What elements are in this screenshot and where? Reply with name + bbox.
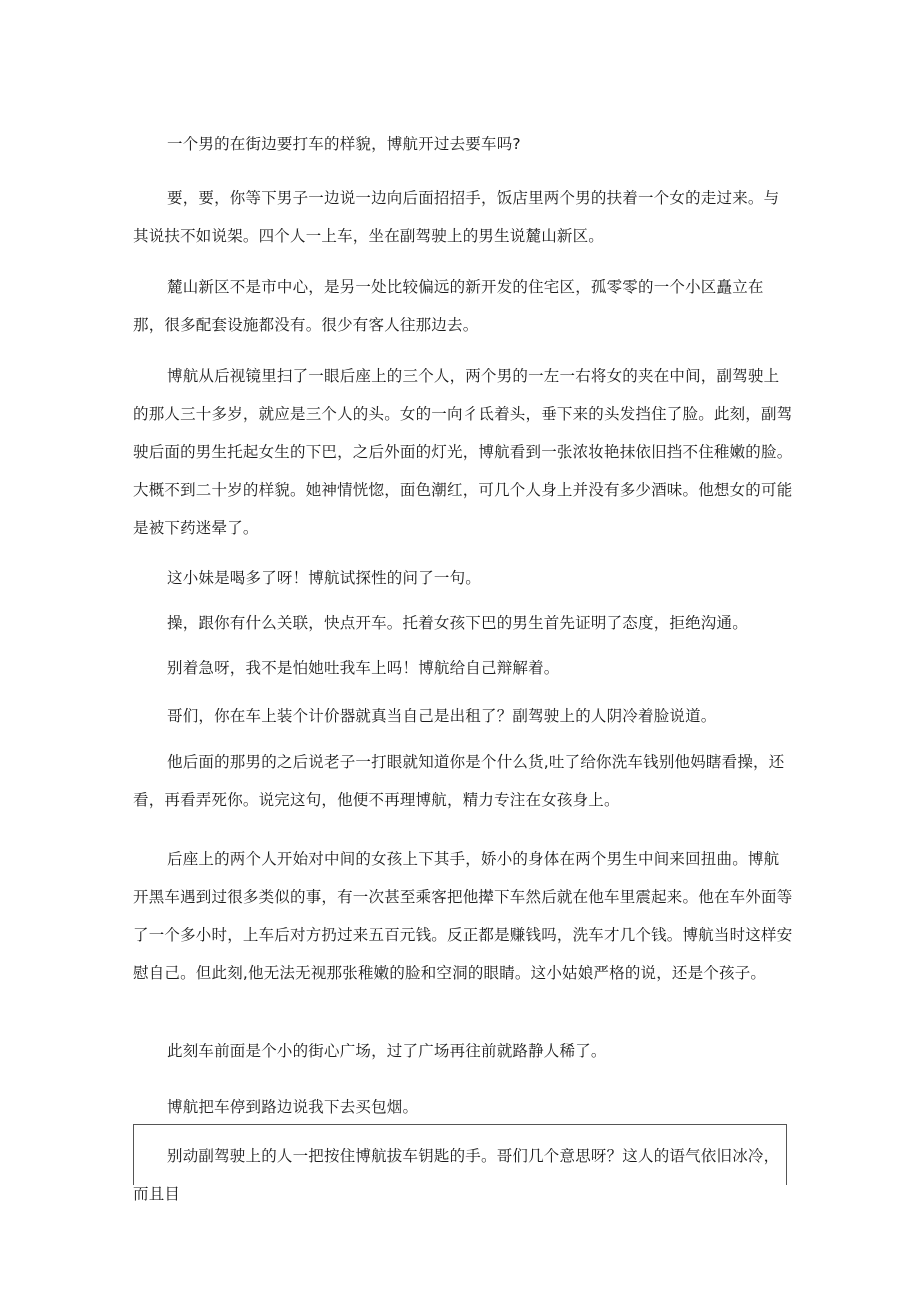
paragraph-6: 操，跟你有什么关联，快点开车。托着女孩下巴的男生首先证明了态度，拒绝沟通。: [167, 614, 748, 632]
paragraph-1: 一个男的在街边要打车的样貌，博航开过去要车吗?: [167, 135, 521, 153]
paragraph-10: 后座上的两个人开始对中间的女孩上下其手，娇小的身体在两个男生中间来回扭曲。博航开黑车遇到过很多类似的事，有一次甚至乘客把他撵下车然后就在他车里震起来。他在车外面等了一个多小时，上车后对方扔过来五百元钱。反正都是赚钱吗，洗车才几个钱。博航当时这样安慰自己。但此刻,他无法无视那张稚嫩的脸和空洞的眼睛。这小姑娘严格的说，还是个孩子。: [133, 850, 793, 982]
paragraph-13: 别动副驾驶上的人一把按住博航拔车钥匙的手。哥们几个意思呀？这人的语气依旧冰冷，而且目: [133, 1147, 780, 1203]
paragraph-5: 这小妹是喝多了呀！博航试探性的问了一句。: [167, 569, 482, 587]
paragraph-7: 别着急呀，我不是怕她吐我车上吗！博航给自己辩解着。: [167, 659, 560, 677]
paragraph-12: 博航把车停到路边说我下去买包烟。: [167, 1098, 419, 1116]
paragraph-8: 哥们，你在车上装个计价器就真当自己是出租了？副驾驶上的人阴冷着脸说道。: [167, 707, 717, 725]
paragraph-2: 要，要，你等下男子一边说一边向后面招招手，饭店里两个男的扶着一个女的走过来。与其说扶不如说架。四个人一上车，坐在副驾驶上的男生说麓山新区。: [133, 189, 780, 245]
paragraph-9: 他后面的那男的之后说老子一打眼就知道你是个什么货,吐了给你洗车钱别他妈瞎看操，还看，再看弄死你。说完这句，他便不再理博航，精力专注在女孩身上。: [133, 753, 785, 809]
paragraph-4: 博航从后视镜里扫了一眼后座上的三个人，两个男的一左一右将女的夹在中间，副驾驶上的那人三十多岁，就应是三个人的头。女的一向彳氐着头，垂下来的头发挡住了脸。此刻，副驾驶后面的男生托起女生的下巴，之后外面的灯光，博航看到一张浓妆艳抹依旧挡不住稚嫩的脸。大概不到二十岁的样貌。她神情恍惚，面色潮红，可几个人身上并没有多少酒味。他想女的可能是被下药迷晕了。: [133, 367, 793, 537]
paragraph-3: 麓山新区不是市中心，是另一处比较偏远的新开发的住宅区，孤零零的一个小区矗立在那，很多配套设施都没有。很少有客人往那边去。: [133, 278, 764, 334]
paragraph-11: 此刻车前面是个小的街心广场，过了广场再往前就路静人稀了。: [167, 1042, 607, 1060]
